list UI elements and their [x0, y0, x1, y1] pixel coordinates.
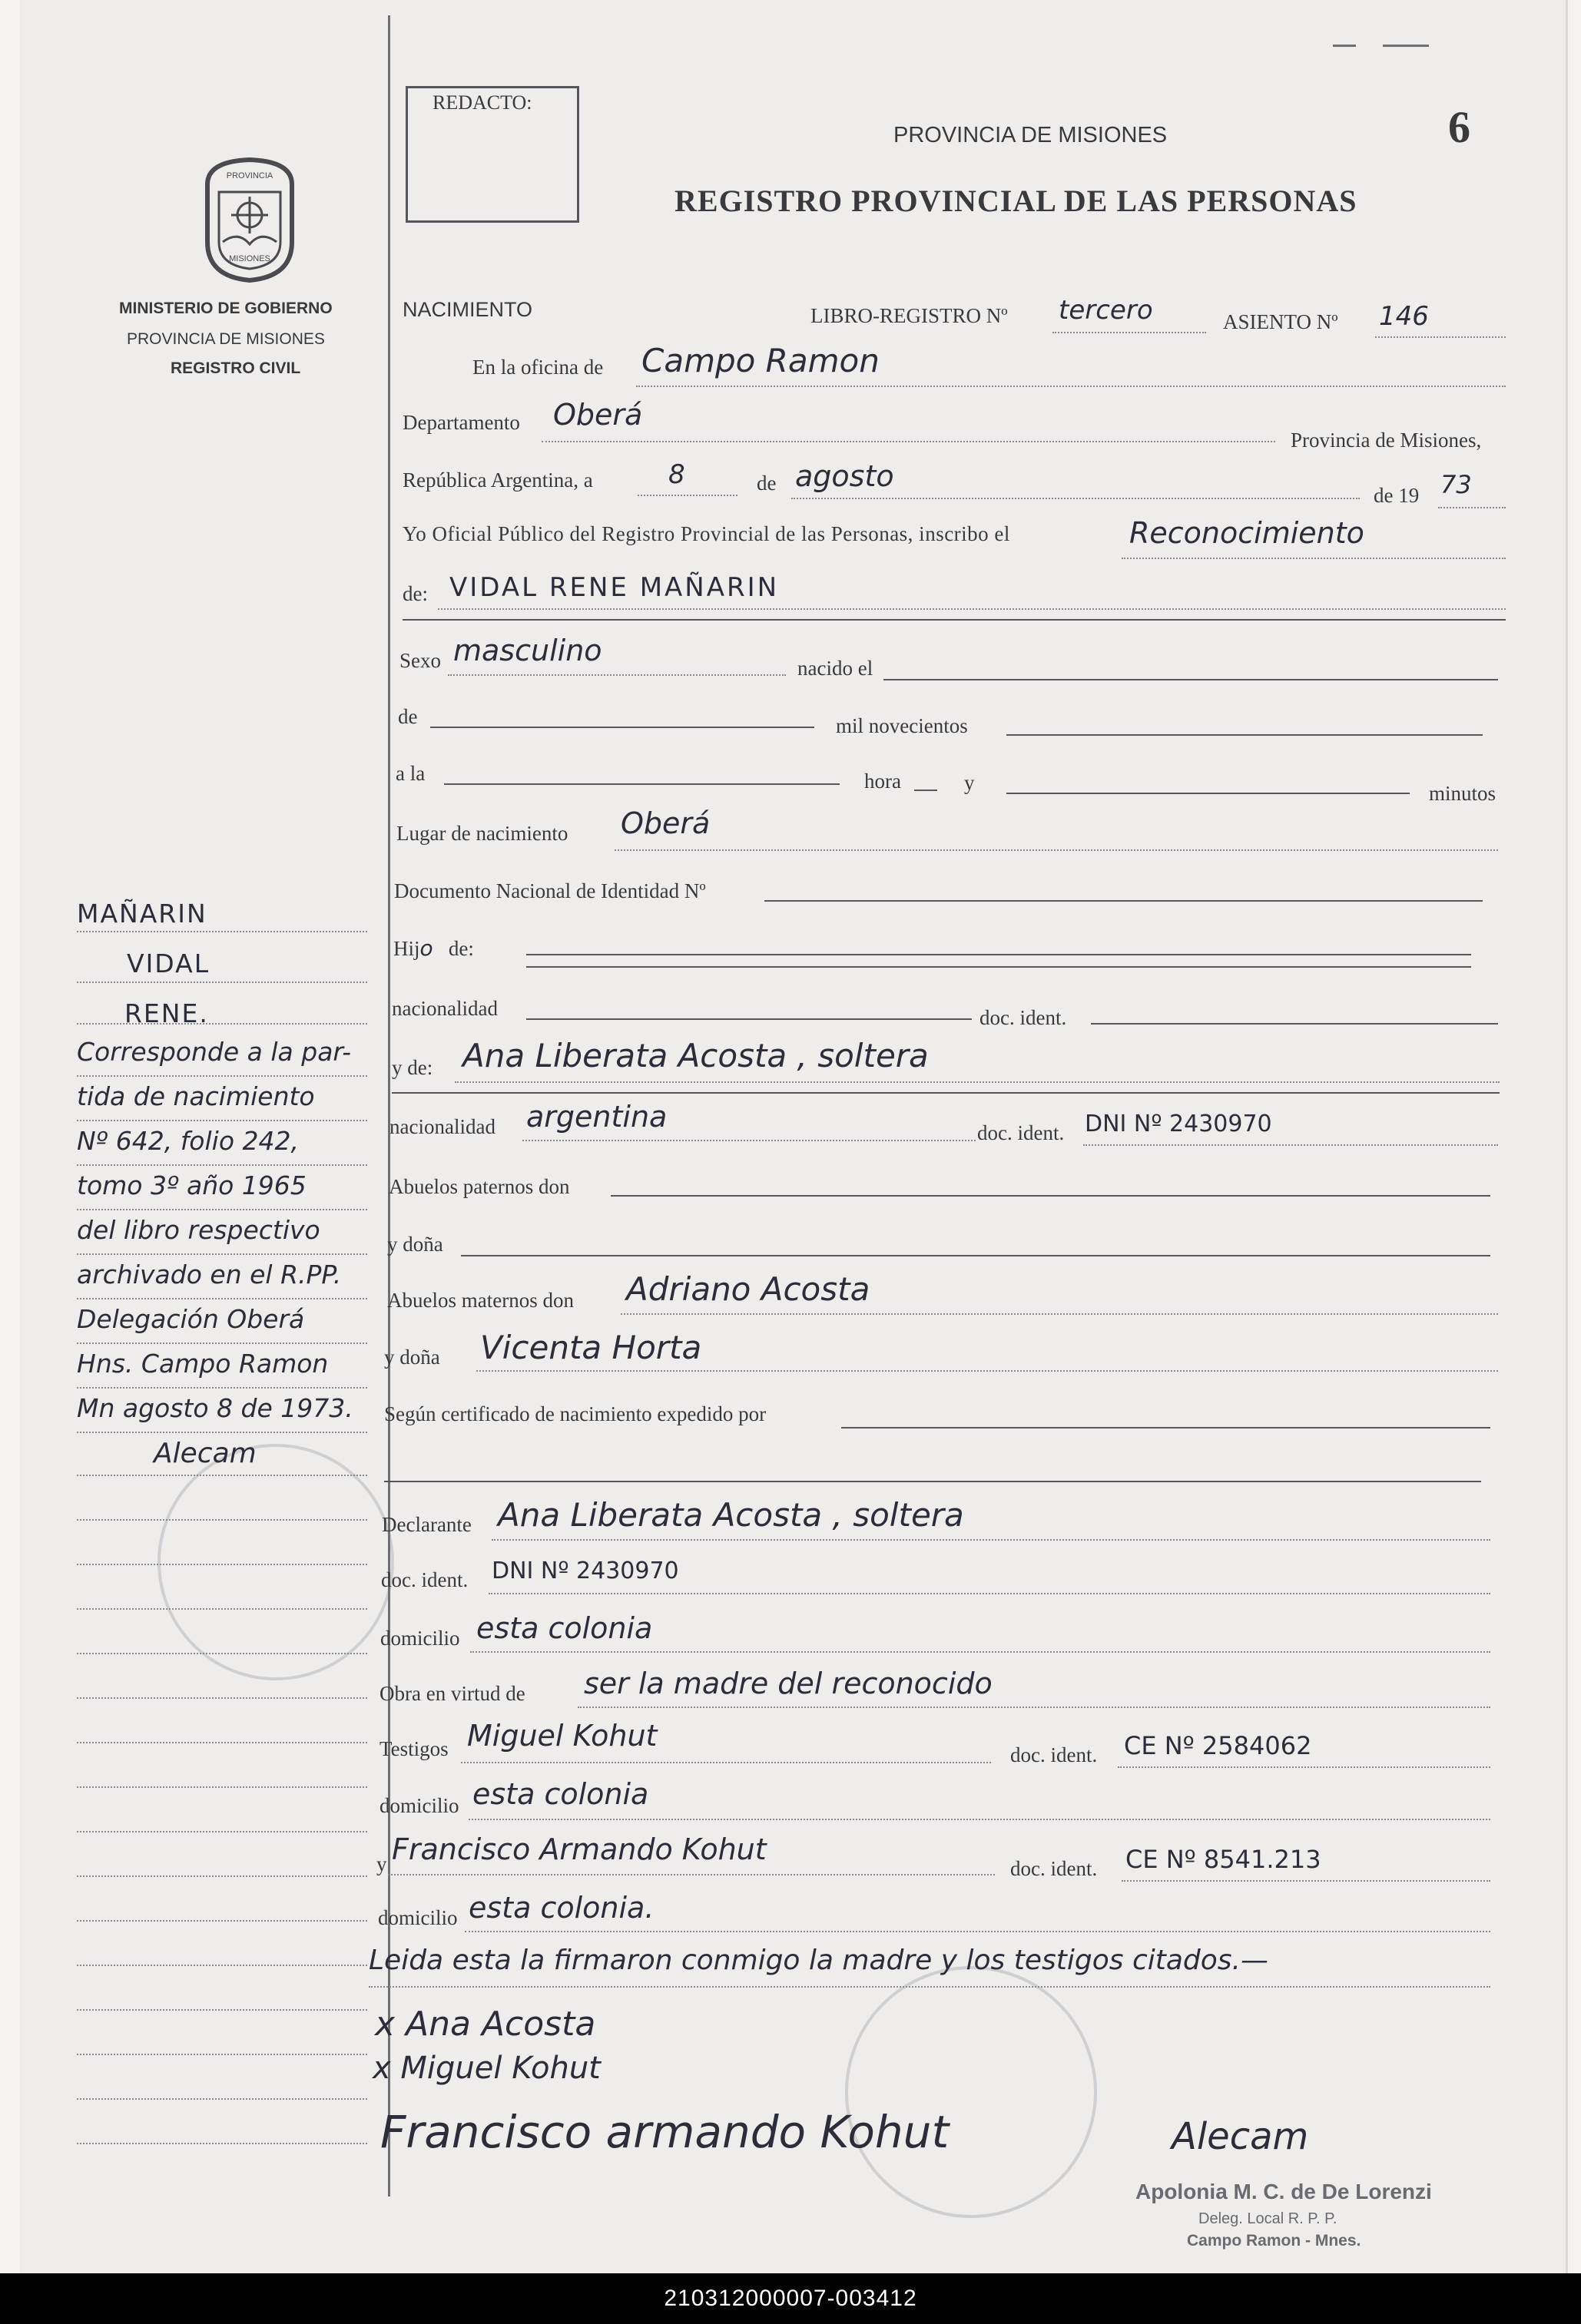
asiento-value: 146 [1379, 301, 1429, 332]
minutos-label: minutos [1429, 782, 1496, 805]
testigo1-doc-line [1118, 1766, 1490, 1768]
lugar-value: Oberá [621, 806, 711, 840]
margin-line [77, 1342, 367, 1344]
asiento-line [1375, 336, 1506, 338]
declarante-line [492, 1539, 1490, 1541]
margin-line [77, 1120, 367, 1121]
obra-value: ser la madre del reconocido [584, 1667, 993, 1700]
top-mark [1333, 45, 1356, 47]
libro-line [1052, 332, 1206, 333]
margin-name-1: VIDAL [127, 948, 210, 978]
oficina-value: Campo Ramon [641, 342, 880, 379]
margin-line [77, 1475, 367, 1476]
margin-note-line: tomo 3º año 1965 [77, 1170, 307, 1200]
y-de-label: y de: [392, 1056, 433, 1079]
margin-line [77, 1608, 367, 1610]
nacionalidad-madre-line [522, 1140, 976, 1141]
de-nombre-label: de: [403, 582, 428, 605]
domicilio2-value: esta colonia [472, 1777, 649, 1811]
margin-line [77, 2009, 367, 2011]
doc-ident-label: doc. ident. [979, 1006, 1067, 1029]
province-emblem-icon [184, 154, 315, 288]
nacionalidad-label: nacionalidad [392, 997, 498, 1020]
signature-francisco-kohut: Francisco armando Kohut [380, 2106, 950, 2158]
margin-line [77, 1653, 367, 1654]
y-label: y [964, 771, 975, 794]
margin-line [77, 931, 367, 932]
anio-label: de 19 [1374, 484, 1420, 507]
margin-line [77, 1209, 367, 1210]
margin-note-line: Nº 642, folio 242, [77, 1126, 299, 1156]
domicilio-line [470, 1651, 1490, 1653]
testigos-label: Testigos [380, 1737, 449, 1760]
hora-dash [914, 790, 937, 791]
margin-line [77, 1253, 367, 1255]
margin-note-line: Hns. Campo Ramon [77, 1349, 329, 1379]
top-mark [1383, 45, 1429, 47]
testigo2-doc-line [1122, 1880, 1490, 1882]
nacionalidad-label-2: nacionalidad [389, 1115, 496, 1138]
ministry-province: PROVINCIA DE MISIONES [127, 330, 325, 348]
madre-underline [392, 1092, 1500, 1094]
domicilio3-value: esta colonia. [469, 1891, 655, 1925]
domicilio-label-2: domicilio [380, 1794, 459, 1817]
abuelo-paterno-line [611, 1195, 1490, 1197]
margin-note-line: Corresponde a la par- [77, 1037, 352, 1067]
abuelo-materno-value: Adriano Acosta [626, 1270, 870, 1308]
signature-ana-acosta: x Ana Acosta [375, 2005, 596, 2044]
margin-line [77, 1875, 367, 1877]
sexo-label: Sexo [399, 649, 441, 672]
abuela-materna-value: Vicenta Horta [480, 1329, 702, 1366]
y-testigo-label: y [376, 1852, 387, 1875]
departamento-label: Departamento [403, 411, 520, 434]
signature-oficial: Alecam [1172, 2115, 1309, 2158]
margin-line [77, 1387, 367, 1389]
documento-label: Documento Nacional de Identidad Nº [394, 879, 706, 902]
abuelos-paternos-label: Abuelos paternos don [389, 1175, 570, 1198]
stamp-place: Campo Ramon - Mnes. [1187, 2232, 1361, 2250]
oficina-label: En la oficina de [472, 356, 604, 379]
doc-ident-label-3: doc. ident. [381, 1568, 469, 1591]
oficina-line [636, 386, 1506, 387]
abuelo-materno-line [621, 1313, 1498, 1315]
dia-nac-line [430, 727, 814, 728]
testigo2-line [388, 1874, 995, 1875]
margin-line [77, 1697, 367, 1699]
doc-ident-label-5: doc. ident. [1010, 1857, 1098, 1880]
leida-line [369, 1986, 1490, 1988]
yo-oficial-text: Yo Oficial Público del Registro Provincial de las Personas, inscribo el [403, 522, 1010, 545]
republica-label: República Argentina, a [403, 468, 593, 492]
testigo2-value: Francisco Armando Kohut [392, 1832, 767, 1866]
domicilio3-line [465, 1931, 1490, 1932]
doc-ident-label-2: doc. ident. [977, 1121, 1065, 1144]
doc-madre-line [1083, 1144, 1498, 1146]
nombre-value: VIDAL RENE MAÑARIN [449, 572, 780, 603]
domicilio-value: esta colonia [476, 1611, 653, 1645]
margin-note-line: tida de nacimiento [77, 1081, 315, 1111]
doc-madre-value: DNI Nº 2430970 [1085, 1111, 1272, 1137]
hijo-label: Hij [393, 937, 420, 960]
margin-line [77, 982, 367, 983]
lugar-label: Lugar de nacimiento [396, 822, 568, 845]
anio-line [1438, 507, 1506, 508]
signature-miguel-kohut: x Miguel Kohut [373, 2051, 601, 2086]
sexo-line [448, 674, 786, 676]
minutos-line [1006, 793, 1410, 794]
margin-line [77, 1564, 367, 1565]
doc-ident-label-4: doc. ident. [1010, 1743, 1098, 1766]
documento-line [764, 900, 1483, 902]
hora-line [444, 783, 840, 785]
margin-note-line: archivado en el R.PP. [77, 1260, 342, 1289]
libro-value: tercero [1059, 295, 1153, 326]
testigo1-doc: CE Nº 2584062 [1124, 1731, 1312, 1760]
official-seal-icon [157, 1444, 394, 1680]
nacimiento-label: NACIMIENTO [403, 298, 533, 321]
sexo-value: masculino [453, 634, 602, 667]
margin-line [77, 1298, 367, 1299]
departamento-value: Oberá [553, 398, 643, 432]
inscribo-line [1122, 558, 1506, 559]
ministry-title: MINISTERIO DE GOBIERNO [119, 300, 333, 317]
redacto-label: REDACTO: [433, 91, 532, 114]
margin-line [77, 2098, 367, 2100]
margin-surname: MAÑARIN [77, 899, 207, 929]
hijo-de-label: de: [448, 937, 474, 960]
padre-line [526, 954, 1471, 955]
official-seal-icon [845, 1966, 1097, 2218]
provincia-suffix: Provincia de Misiones, [1291, 429, 1482, 452]
margin-note-line: Mn agosto 8 de 1973. [77, 1393, 353, 1423]
madre-line [455, 1081, 1500, 1083]
margin-line [77, 1965, 367, 1966]
margin-divider [388, 15, 390, 2197]
registry-heading: REGISTRO PROVINCIAL DE LAS PERSONAS [674, 184, 1357, 218]
stamp-name: Apolonia M. C. de De Lorenzi [1135, 2180, 1432, 2203]
padre-line-2 [526, 966, 1471, 968]
nacionalidad-madre-value: argentina [526, 1100, 668, 1134]
province-heading: PROVINCIA DE MISIONES [893, 123, 1168, 147]
doc-declarante-line [489, 1593, 1490, 1594]
margin-line [77, 1831, 367, 1832]
abuela-materna-line [476, 1370, 1498, 1372]
nombre-line [438, 608, 1506, 610]
redacto-box [406, 86, 579, 223]
declarante-label: Declarante [382, 1513, 472, 1536]
margin-line [77, 2143, 367, 2144]
margin-line [77, 1075, 367, 1077]
anio-value: 73 [1440, 470, 1472, 499]
mil-novecientos-label: mil novecientos [836, 714, 968, 737]
inscribo-value: Reconocimiento [1129, 516, 1364, 550]
margin-line [77, 1920, 367, 1922]
margin-line [77, 1786, 367, 1788]
abuelos-maternos-label: Abuelos maternos don [387, 1289, 574, 1312]
dia-line [638, 495, 737, 496]
margin-line [77, 1164, 367, 1166]
testigo1-line [461, 1762, 991, 1763]
segun-label: Según certificado de nacimiento expedido por [384, 1402, 767, 1425]
image-id-footer: 210312000007-003412 [0, 2273, 1581, 2324]
margin-line [77, 1023, 367, 1025]
margin-name-2: RENE. [124, 998, 209, 1028]
domicilio2-line [469, 1819, 1490, 1820]
emblem-bottom-text: MISIONES [229, 254, 270, 263]
page-number: 6 [1448, 102, 1470, 152]
abuela-paterna-line [461, 1255, 1490, 1256]
a-la-label: a la [396, 762, 426, 785]
asiento-label: ASIENTO Nº [1223, 310, 1338, 333]
stamp-role: Deleg. Local R. P. P. [1198, 2210, 1337, 2227]
mes-line [791, 498, 1360, 499]
lugar-line [615, 849, 1498, 851]
departamento-line [542, 441, 1275, 442]
obra-label: Obra en virtud de [380, 1682, 525, 1705]
margin-signature: Alecam [154, 1438, 257, 1469]
leida-text: Leida esta la firmaron conmigo la madre y los testigos citados.— [369, 1945, 1269, 1976]
anio-nac-line [1006, 734, 1483, 736]
margin-line [77, 1519, 367, 1521]
testigo2-doc: CE Nº 8541.213 [1125, 1845, 1321, 1874]
margin-note-line: Delegación Oberá [77, 1304, 305, 1334]
declarante-value: Ana Liberata Acosta , soltera [498, 1496, 964, 1534]
segun-line [841, 1427, 1490, 1428]
doc-declarante-value: DNI Nº 2430970 [492, 1558, 679, 1584]
de-label-2: de [398, 705, 418, 728]
margin-line [77, 2054, 367, 2055]
madre-value: Ana Liberata Acosta , soltera [462, 1037, 929, 1074]
margin-line [77, 1432, 367, 1433]
nombre-underline [403, 619, 1506, 621]
obra-line [578, 1707, 1490, 1708]
y-dona-label: y doña [387, 1233, 443, 1256]
libro-label: LIBRO-REGISTRO Nº [810, 304, 1008, 327]
y-dona-label-2: y doña [384, 1346, 440, 1369]
segun-line-2 [384, 1481, 1481, 1482]
margin-note-line: del libro respectivo [77, 1215, 320, 1245]
hijo-suffix: o [419, 935, 433, 961]
nacionalidad-padre-line [526, 1018, 972, 1020]
nacido-label: nacido el [797, 657, 873, 680]
domicilio-label-3: domicilio [378, 1906, 458, 1929]
domicilio-label: domicilio [380, 1627, 460, 1650]
testigo1-value: Miguel Kohut [467, 1719, 658, 1753]
registro-civil: REGISTRO CIVIL [171, 359, 301, 377]
doc-padre-line [1091, 1023, 1498, 1025]
dia-value: 8 [668, 459, 685, 490]
nacido-line [883, 679, 1498, 680]
hora-label: hora [864, 770, 901, 793]
mes-value: agosto [795, 459, 894, 493]
de-label: de [757, 472, 777, 495]
emblem-top-text: PROVINCIA [226, 171, 273, 180]
margin-line [77, 1742, 367, 1743]
